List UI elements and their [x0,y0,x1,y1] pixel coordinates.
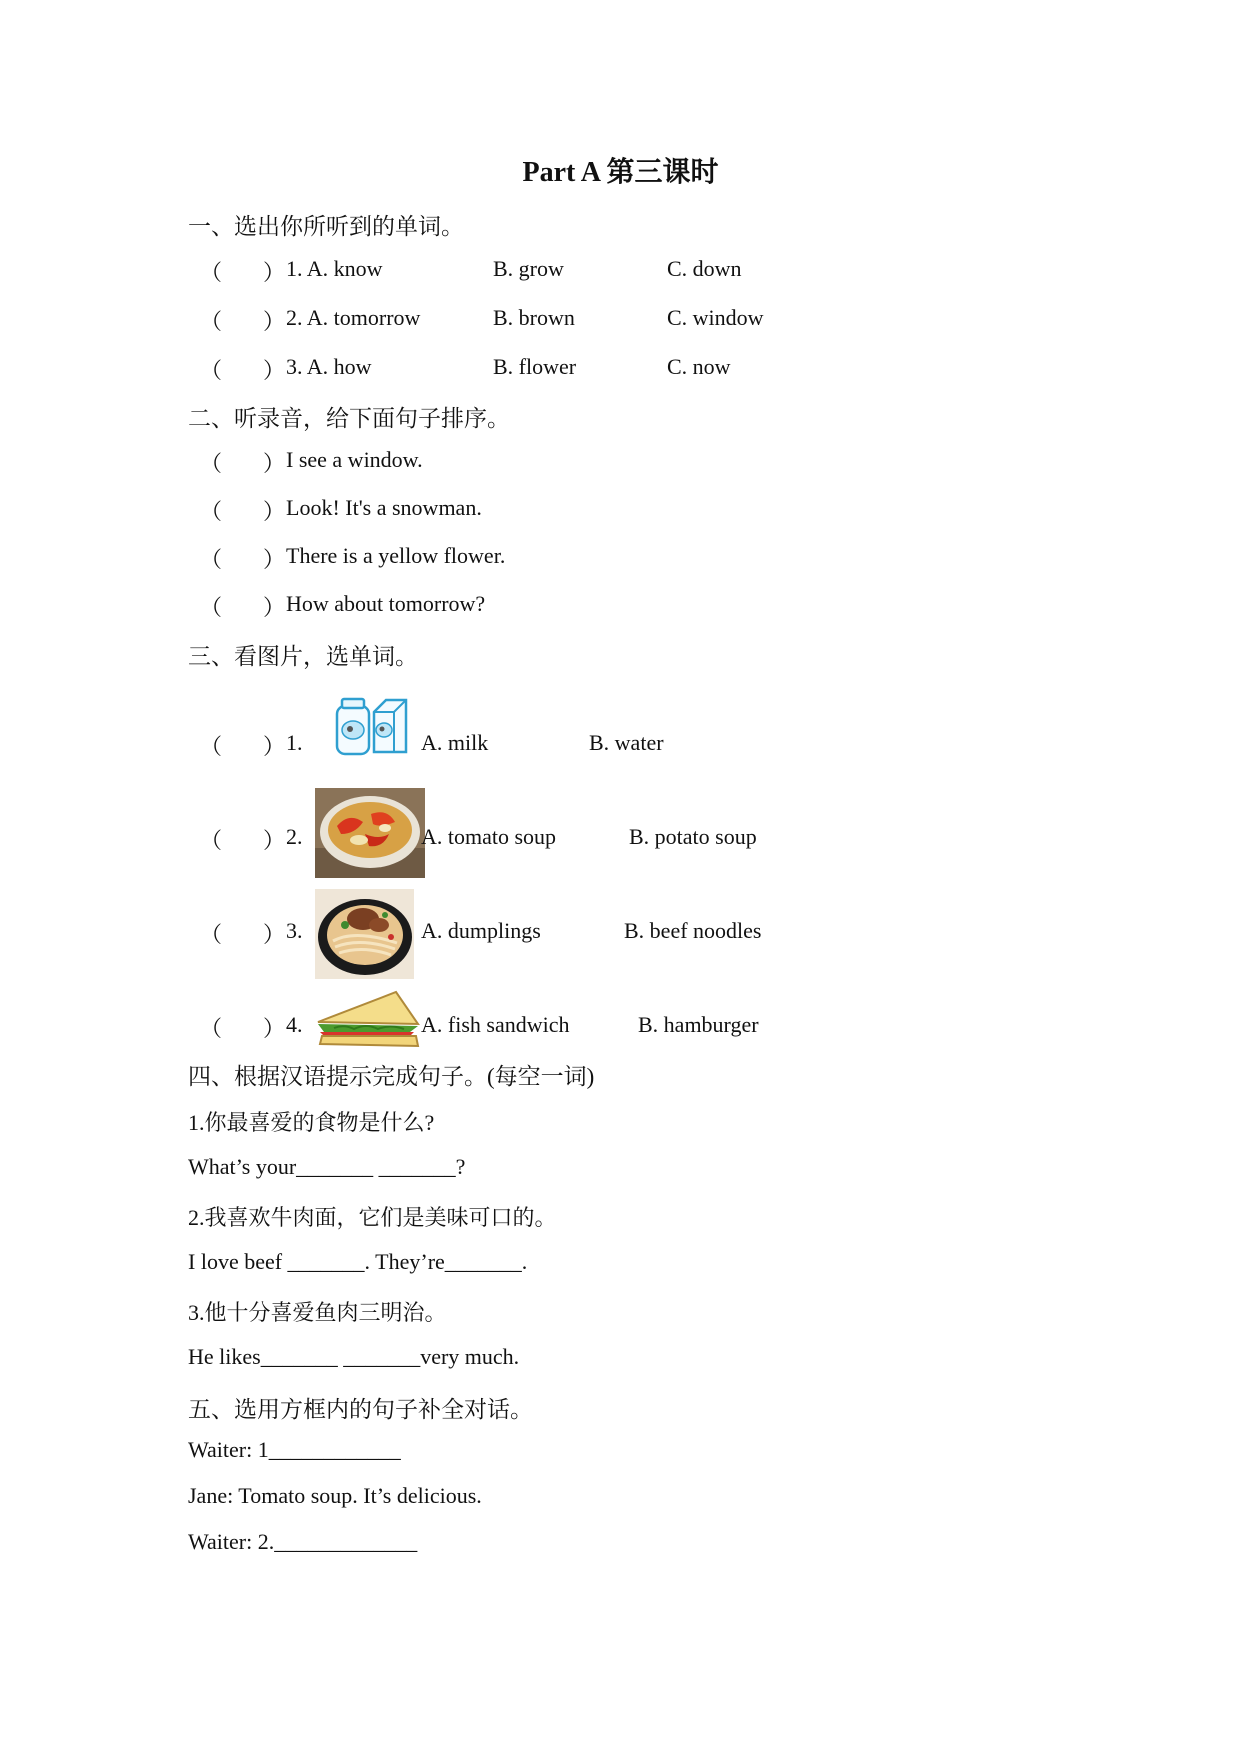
answer-paren-right: ） [263,358,286,383]
answer-paren-left: （ [200,499,223,524]
sentence: I see a window. [286,447,423,472]
answer-paren-left: （ [200,451,223,476]
sentence: Look! It's a snowman. [286,495,482,520]
dialogue-line-2: Jane: Tomato soup. It’s delicious. [188,1483,482,1508]
noodle-bowl-icon [315,889,414,979]
option-b: B. flower [493,354,577,379]
option-c: C. down [667,256,742,281]
question-1-english: What’s your_______ _______? [188,1154,466,1179]
answer-paren-left: （ [200,828,223,853]
option-a: A. dumplings [421,918,541,943]
answer-paren-right: ） [263,922,286,947]
answer-paren-left: （ [200,922,223,947]
section-4-heading: 四、根据汉语提示完成句子。(每空一词) [188,1064,595,1089]
question-2-english: I love beef _______. They’re_______. [188,1249,528,1274]
answer-paren-right: ） [263,828,286,853]
answer-paren-right: ） [263,309,286,334]
dialogue-line-3: Waiter: 2._____________ [188,1529,418,1554]
answer-paren-right: ） [263,260,286,285]
answer-paren-right: ） [263,734,286,759]
answer-paren-right: ） [263,595,286,620]
answer-paren-right: ） [263,547,286,572]
option-a: 3. A. how [286,354,372,379]
answer-paren-right: ） [263,499,286,524]
question-2-chinese: 2.我喜欢牛肉面，它们是美味可口的。 [188,1205,557,1230]
dialogue-line-1: Waiter: 1____________ [188,1437,401,1462]
option-b: B. hamburger [638,1012,759,1037]
option-b: B. brown [493,305,575,330]
item-number: 4. [286,1012,303,1037]
option-c: C. window [667,305,764,330]
item-number: 2. [286,824,303,849]
option-b: B. potato soup [629,824,757,849]
option-a: A. fish sandwich [421,1012,570,1037]
option-a: A. tomato soup [421,824,557,849]
question-3-english: He likes_______ _______very much. [188,1344,520,1369]
answer-paren-right: ） [263,451,286,476]
sentence: There is a yellow flower. [286,543,506,568]
section-3-heading: 三、看图片，选单词。 [188,644,418,669]
answer-paren-left: （ [200,547,223,572]
soup-bowl-icon [315,788,425,878]
answer-paren-left: （ [200,1016,223,1041]
option-a: 2. A. tomorrow [286,305,421,330]
section-2-heading: 二、听录音，给下面句子排序。 [188,406,510,431]
section-5-heading: 五、选用方框内的句子补全对话。 [188,1397,533,1422]
option-b: B. water [589,730,664,755]
answer-paren-left: （ [200,260,223,285]
answer-paren-left: （ [200,358,223,383]
question-3-chinese: 3.他十分喜爱鱼肉三明治。 [188,1300,447,1325]
sentence: How about tomorrow? [286,591,486,616]
answer-paren-left: （ [200,595,223,620]
option-b: B. grow [493,256,564,281]
page-title: Part A 第三课时 [522,157,719,188]
question-1-chinese: 1.你最喜爱的食物是什么? [188,1110,435,1135]
answer-paren-left: （ [200,309,223,334]
item-number: 1. [286,730,303,755]
section-1-heading: 一、选出你所听到的单词。 [188,214,464,239]
option-a: A. milk [421,730,489,755]
milk-carton-icon [334,696,410,758]
item-number: 3. [286,918,303,943]
option-a: 1. A. know [286,256,383,281]
option-b: B. beef noodles [624,918,762,943]
option-c: C. now [667,354,731,379]
sandwich-icon [314,988,422,1050]
answer-paren-right: ） [263,1016,286,1041]
answer-paren-left: （ [200,734,223,759]
